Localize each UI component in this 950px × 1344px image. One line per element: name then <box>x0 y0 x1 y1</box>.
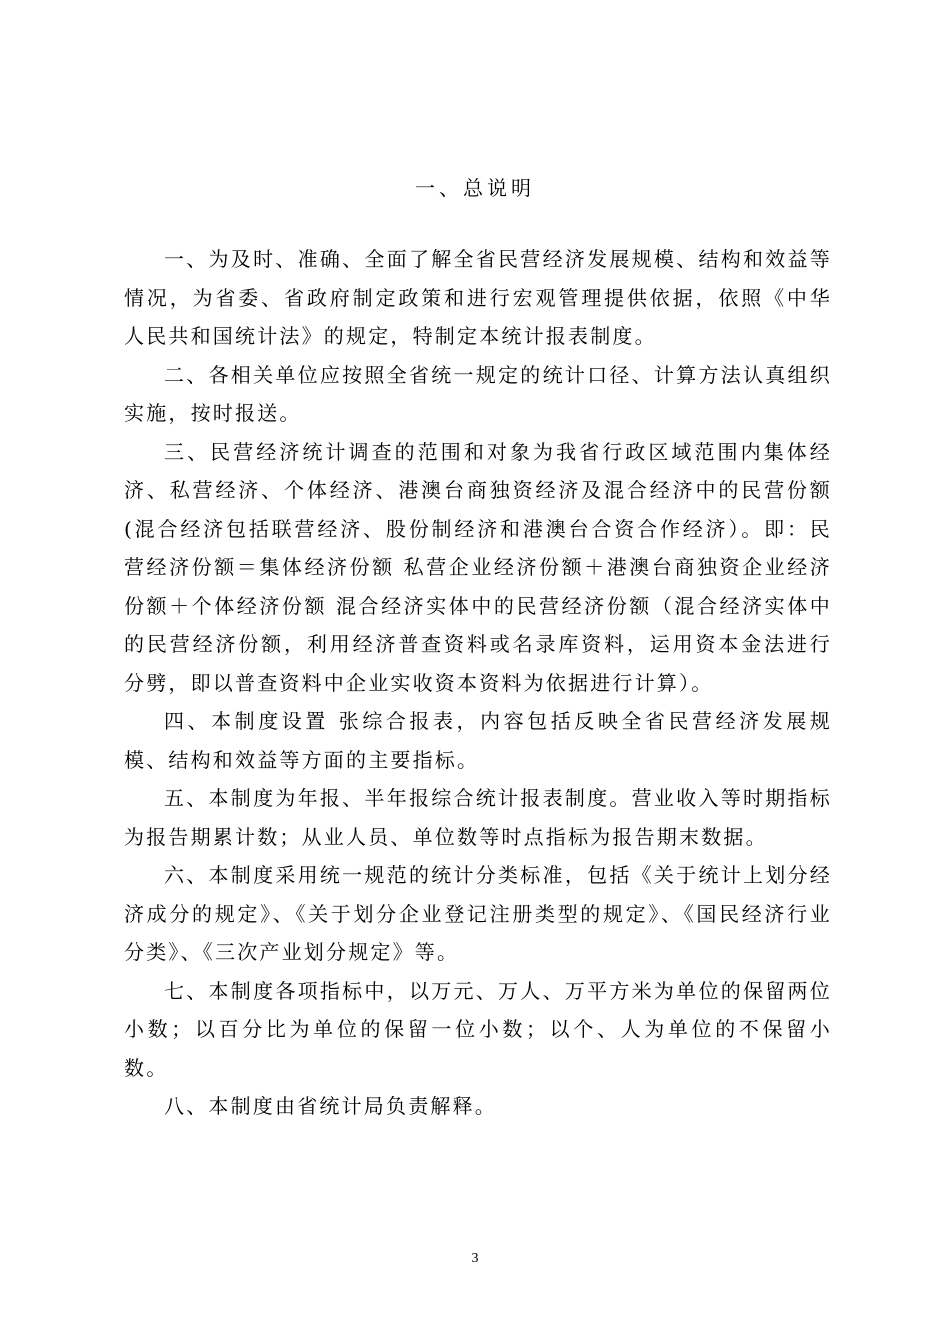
paragraph-5: 五、本制度为年报、半年报综合统计报表制度。营业收入等时期指标为报告期累计数；从业人员、单位数等时点指标为报告期末数据。 <box>124 786 832 849</box>
body-text <box>124 240 832 1126</box>
paragraph-8: 八、本制度由省统计局负责解释。 <box>164 1094 497 1118</box>
page-number: 3 <box>471 1251 479 1266</box>
paragraph-6: 六、本制度采用统一规范的统计分类标准，包括《关于统计上划分经济成分的规定》、《关于划分企业登记注册类型的规定》、《国民经济行业分类》、《三次产业划分规定》等。 <box>124 863 832 964</box>
section-title: 一、总说明 <box>415 176 535 200</box>
paragraph-2: 二、各相关单位应按照全省统一规定的统计口径、计算方法认真组织实施，按时报送。 <box>124 362 832 425</box>
paragraph-3: 三、民营经济统计调查的范围和对象为我省行政区域范围内集体经济、私营经济、个体经济、港澳台商独资经济及混合经济中的民营份额(混合经济包括联营经济、股份制经济和港澳台合资合作经济）。即：民营经济份额＝集体经济份额 私营企业经济份额＋港澳台商独资企业经济份额＋个体经济份额 混合经济实体中的民营经济份额（混合经济实体中的民营经济份额，利用经济普查资料或名录库资料，运用资本金法进行分劈，即以普查资料中企业实收资本资料为依据进行计算）。 <box>124 439 832 695</box>
paragraph-1: 一、为及时、准确、全面了解全省民营经济发展规模、结构和效益等情况，为省委、省政府制定政策和进行宏观管理提供依据，依照《中华人民共和国统计法》的规定，特制定本统计报表制度。 <box>124 247 832 348</box>
paragraph-4: 四、本制度设置 张综合报表，内容包括反映全省民营经济发展规模、结构和效益等方面的主要指标。 <box>124 709 832 772</box>
paragraph-7: 七、本制度各项指标中，以万元、万人、万平方米为单位的保留两位小数；以百分比为单位的保留一位小数；以个、人为单位的不保留小数。 <box>124 978 832 1080</box>
